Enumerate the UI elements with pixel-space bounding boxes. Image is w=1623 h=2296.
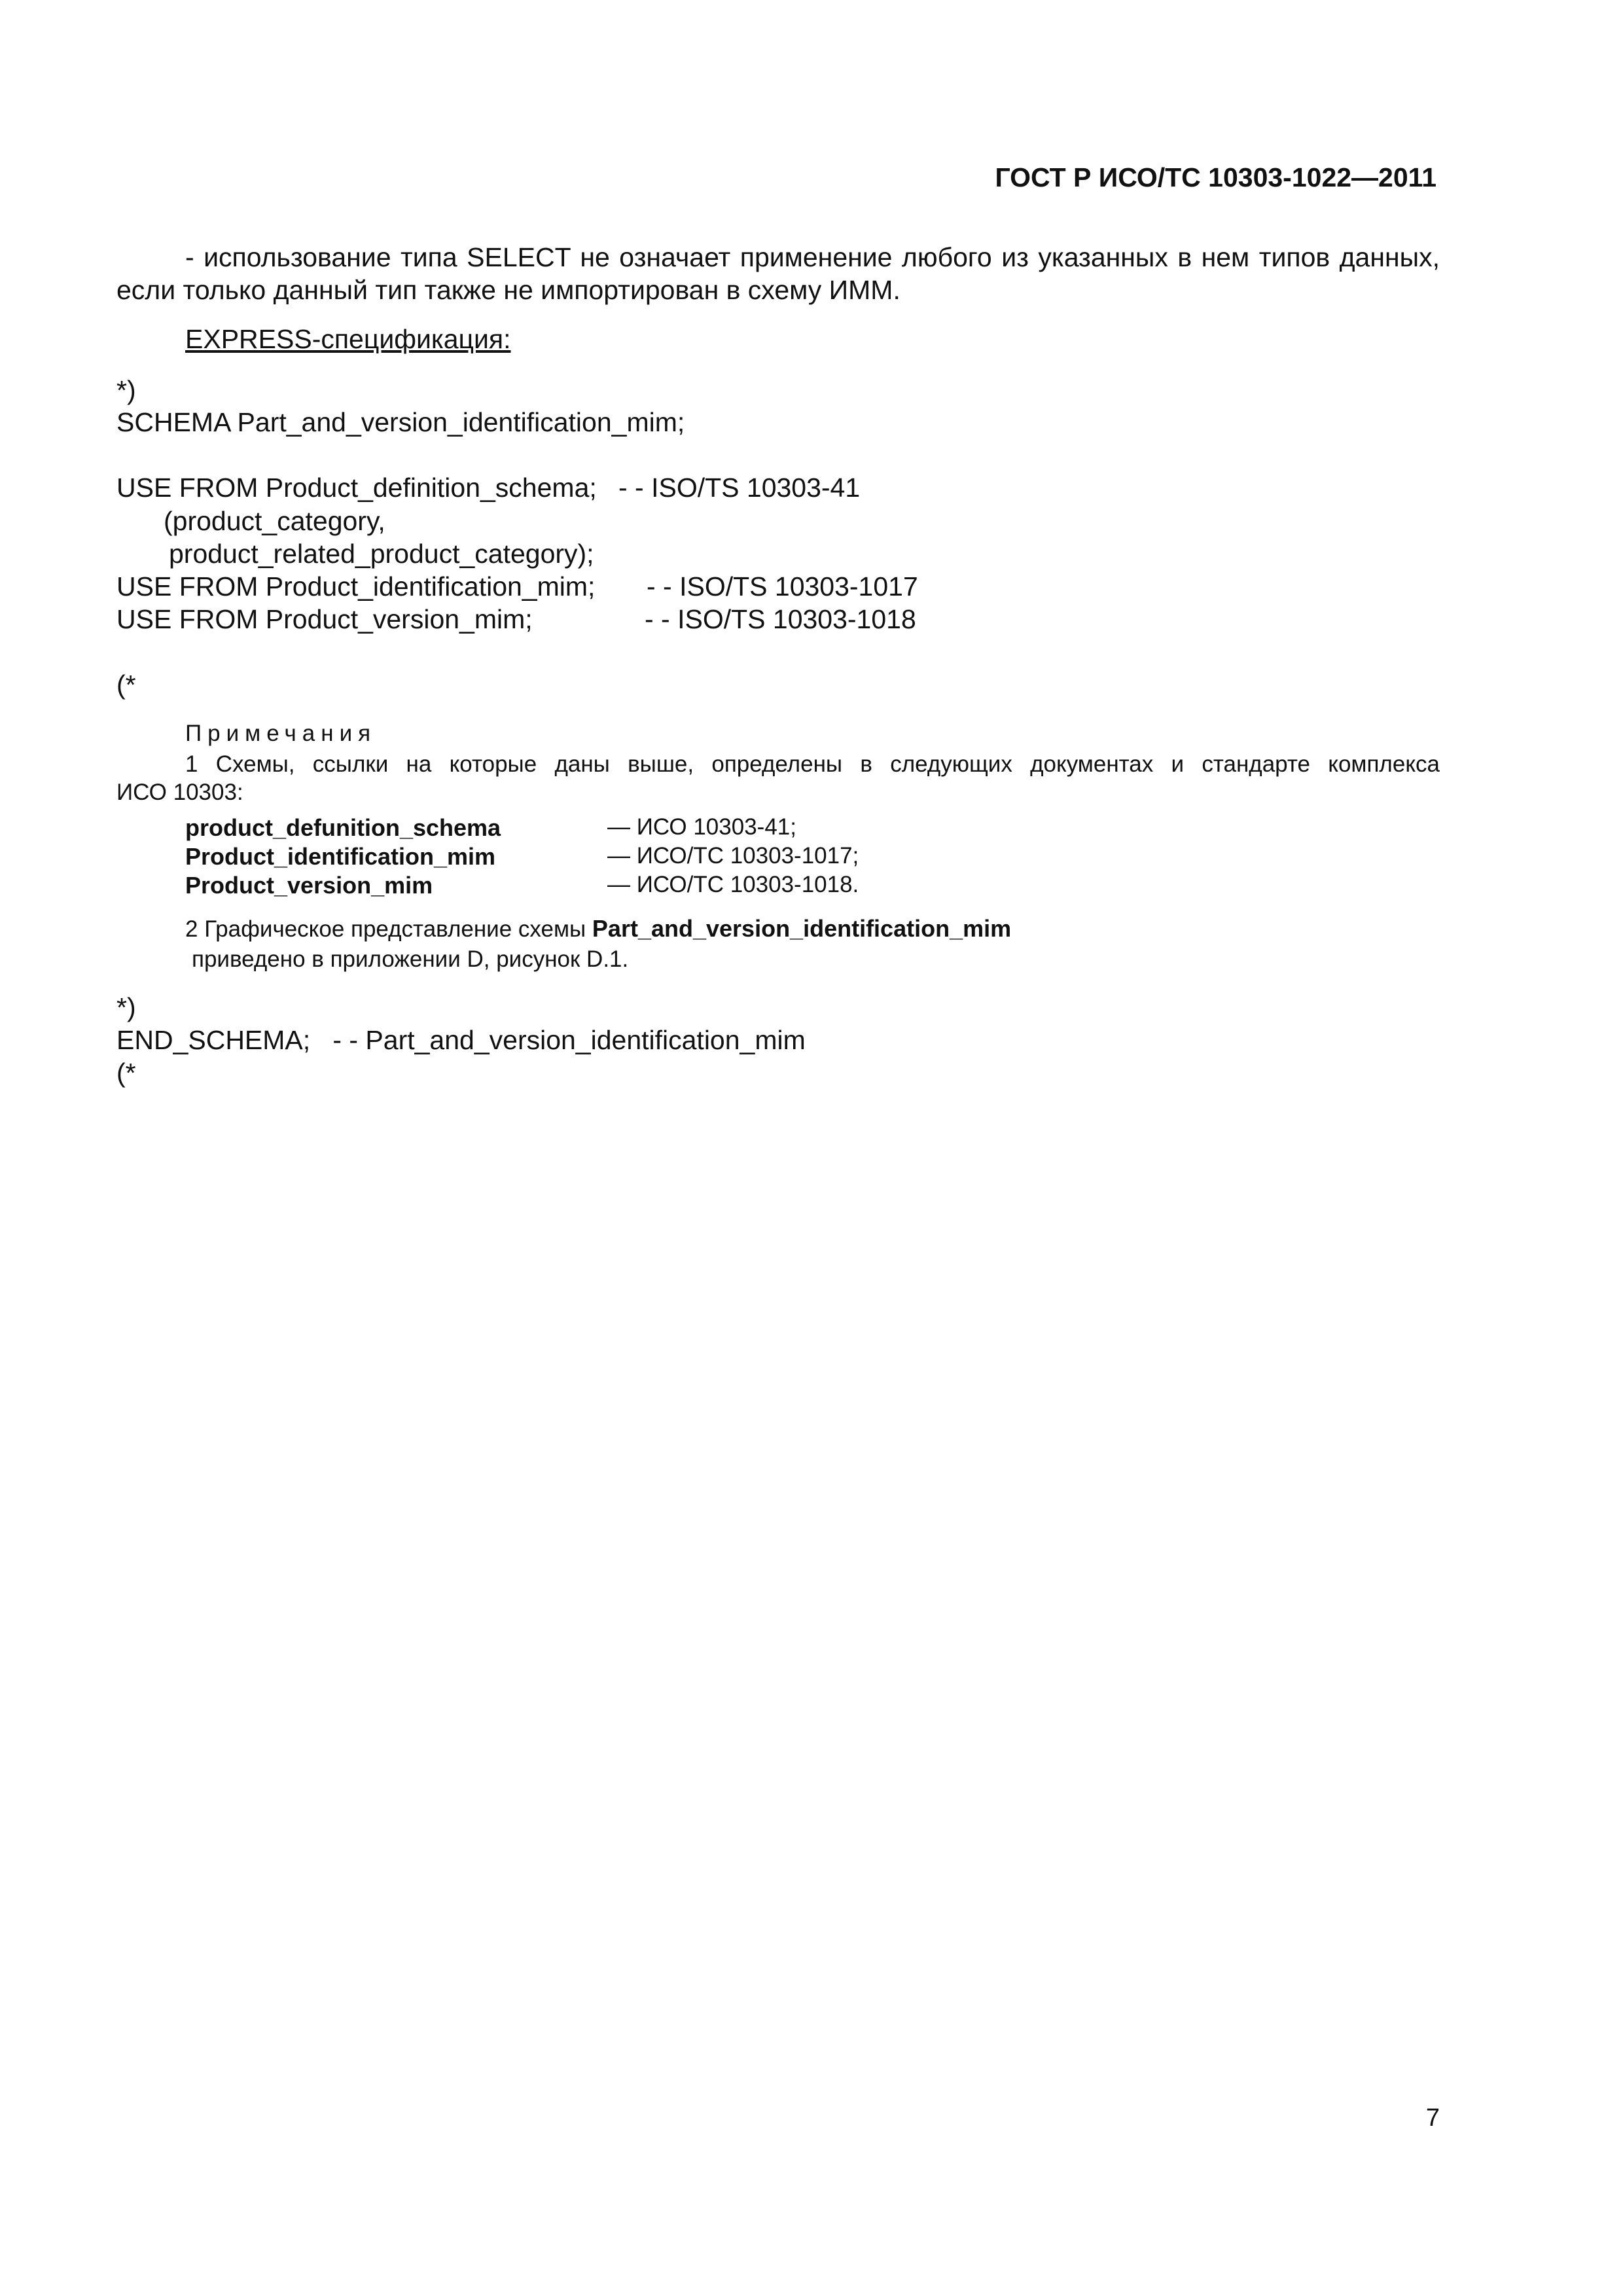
code-use2-right: - - ISO/TS 10303-1017 [647, 571, 918, 601]
note-1 [116, 750, 1440, 806]
code-use3-left: USE FROM Product_version_mim; [116, 604, 533, 634]
code-comment-end: *) [116, 375, 136, 405]
end-schema-line: END_SCHEMA; - - Part_and_version_identification_mim [116, 1025, 806, 1055]
note-2-schema-name: Part_and_version_identification_mim [592, 915, 1012, 942]
code-comment-start: (* [116, 670, 136, 700]
note-2-line-2: приведено в приложении D, рисунок D.1. [192, 946, 629, 972]
intro-line-2: если только данный тип также не импортирован в схему ИММ. [116, 275, 901, 305]
code-use1-sub1: (product_category, [164, 506, 385, 536]
document-header: ГОСТ Р ИСО/ТС 10303-1022—2011 [995, 162, 1436, 192]
note-1-line-2: ИСО 10303: [116, 780, 243, 805]
code-use3-right: - - ISO/TS 10303-1018 [645, 604, 916, 634]
reference-document: — ИСО/ТС 10303-1017; [607, 843, 859, 869]
reference-name: Product_identification_mim [185, 843, 496, 870]
express-heading: EXPRESS-спецификация: [185, 324, 511, 354]
code-use1-sub2: product_related_product_category); [169, 539, 594, 569]
page-number: 7 [1425, 2104, 1440, 2132]
closing-comment-end: *) [116, 992, 136, 1022]
notes-title: Примечания [185, 721, 377, 746]
code-use2-left: USE FROM Product_identification_mim; [116, 571, 596, 601]
intro-paragraph [116, 241, 1440, 306]
reference-document: — ИСО 10303-41; [607, 814, 796, 840]
code-schema-line: SCHEMA Part_and_version_identification_mim; [116, 407, 685, 437]
code-use1-left: USE FROM Product_definition_schema; [116, 473, 597, 503]
reference-name: Product_version_mim [185, 872, 433, 899]
reference-name: product_defunition_schema [185, 814, 501, 841]
code-use1-right: - - ISO/TS 10303-41 [618, 473, 861, 503]
intro-line-1: - использование типа SELECT не означает применение любого из указанных в нем типов данных, [185, 242, 1440, 272]
note-2-prefix: 2 Графическое представление схемы [185, 916, 592, 942]
note-1-line-1: 1 Схемы, ссылки на которые даны выше, определены в следующих документах и стандарте комплекса [185, 751, 1440, 777]
closing-comment-start: (* [116, 1058, 136, 1088]
reference-document: — ИСО/ТС 10303-1018. [607, 872, 859, 897]
note-2 [185, 915, 1011, 942]
